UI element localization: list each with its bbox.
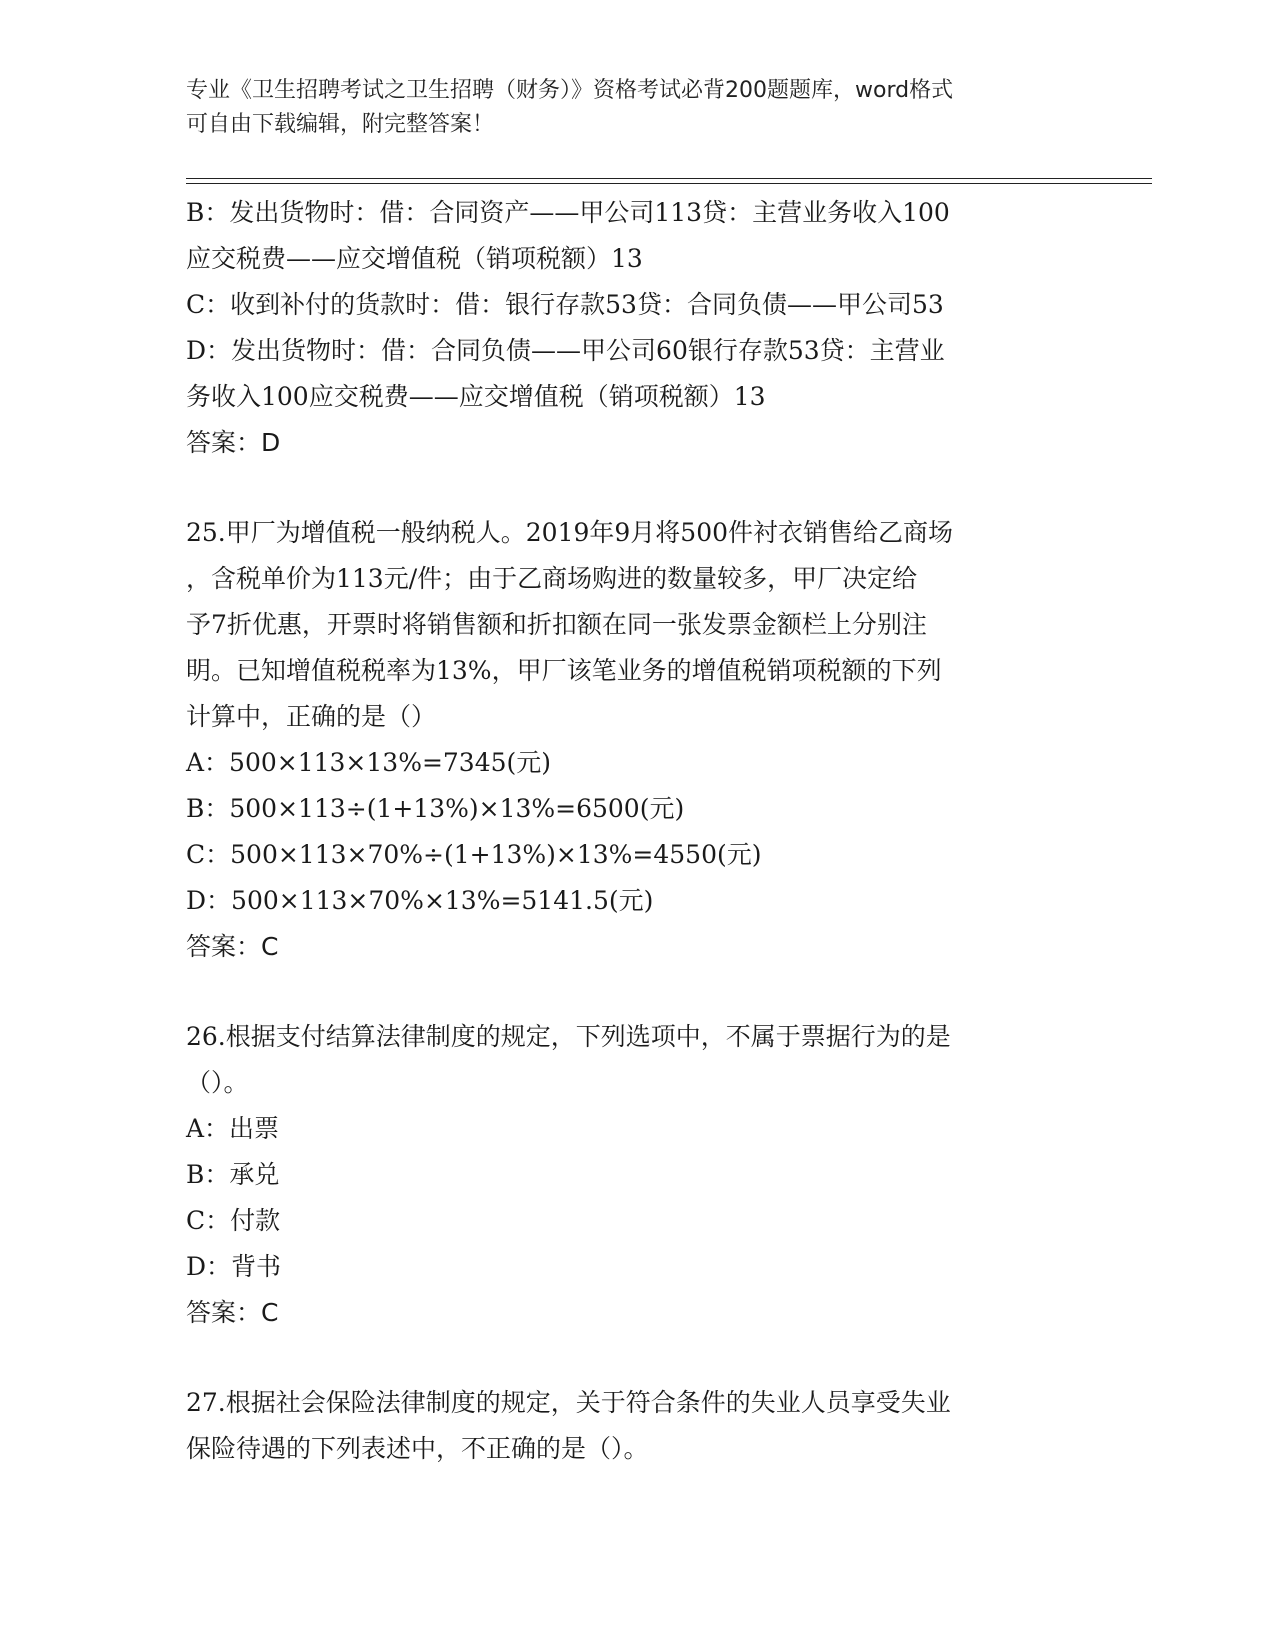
option-line: D：发出货物时：借：合同负债——甲公司60银行存款53贷：主营业 — [186, 336, 945, 365]
question-stem-line: 26.根据支付结算法律制度的规定，下列选项中，不属于票据行为的是 — [186, 1022, 951, 1051]
question-stem-line: 27.根据社会保险法律制度的规定，关于符合条件的失业人员享受失业 — [186, 1388, 951, 1417]
question-stem-line: 保险待遇的下列表述中，不正确的是（）。 — [186, 1434, 649, 1463]
question-stem-line: 予7折优惠，开票时将销售额和折扣额在同一张发票金额栏上分别注 — [186, 610, 927, 639]
answer-label: 答案：C — [186, 1298, 279, 1327]
question-27 — [186, 1380, 1086, 1472]
answer-label: 答案：C — [186, 932, 279, 961]
question-stem-line: 明。已知增值税税率为13%，甲厂该笔业务的增值税销项税额的下列 — [186, 656, 942, 685]
question-25 — [186, 510, 1086, 970]
option-d: D：500×113×70%×13%=5141.5(元) — [186, 886, 654, 915]
option-line: C：收到补付的货款时：借：银行存款53贷：合同负债——甲公司53 — [186, 290, 944, 319]
option-a: A：500×113×13%=7345(元) — [186, 748, 552, 777]
spacer — [186, 970, 1086, 1014]
option-d: D：背书 — [186, 1252, 282, 1281]
question-stem-line: 25.甲厂为增值税一般纳税人。2019年9月将500件衬衣销售给乙商场 — [186, 518, 954, 547]
spacer — [186, 466, 1086, 510]
header-title-line-2: 可自由下载编辑，附完整答案！ — [186, 112, 495, 137]
option-line: B：发出货物时：借：合同资产——甲公司113贷：主营业务收入100 — [186, 198, 950, 227]
question-26 — [186, 1014, 1086, 1336]
question-stem-line: 计算中，正确的是（） — [186, 702, 437, 731]
header-rule-top — [186, 178, 1152, 179]
option-c: C：付款 — [186, 1206, 281, 1235]
question-stem-line: ，含税单价为113元/件；由于乙商场购进的数量较多，甲厂决定给 — [186, 564, 918, 593]
question-24-continued — [186, 190, 1086, 466]
option-a: A：出票 — [186, 1114, 280, 1143]
option-b: B：承兑 — [186, 1160, 280, 1189]
question-stem-line: （）。 — [186, 1068, 249, 1097]
spacer — [186, 1336, 1086, 1380]
header-title-line-1: 专业《卫生招聘考试之卫生招聘（财务）》资格考试必背200题题库，word格式 — [186, 78, 954, 103]
option-b: B：500×113÷(1+13%)×13%=6500(元) — [186, 794, 685, 823]
option-line: 应交税费——应交增值税（销项税额）13 — [186, 244, 643, 273]
option-c: C：500×113×70%÷(1+13%)×13%=4550(元) — [186, 840, 762, 869]
document-header — [186, 74, 1066, 142]
answer-label: 答案：D — [186, 428, 281, 457]
header-rule-bottom — [186, 183, 1152, 184]
document-body — [186, 190, 1086, 1472]
option-line: 务收入100应交税费——应交增值税（销项税额）13 — [186, 382, 766, 411]
